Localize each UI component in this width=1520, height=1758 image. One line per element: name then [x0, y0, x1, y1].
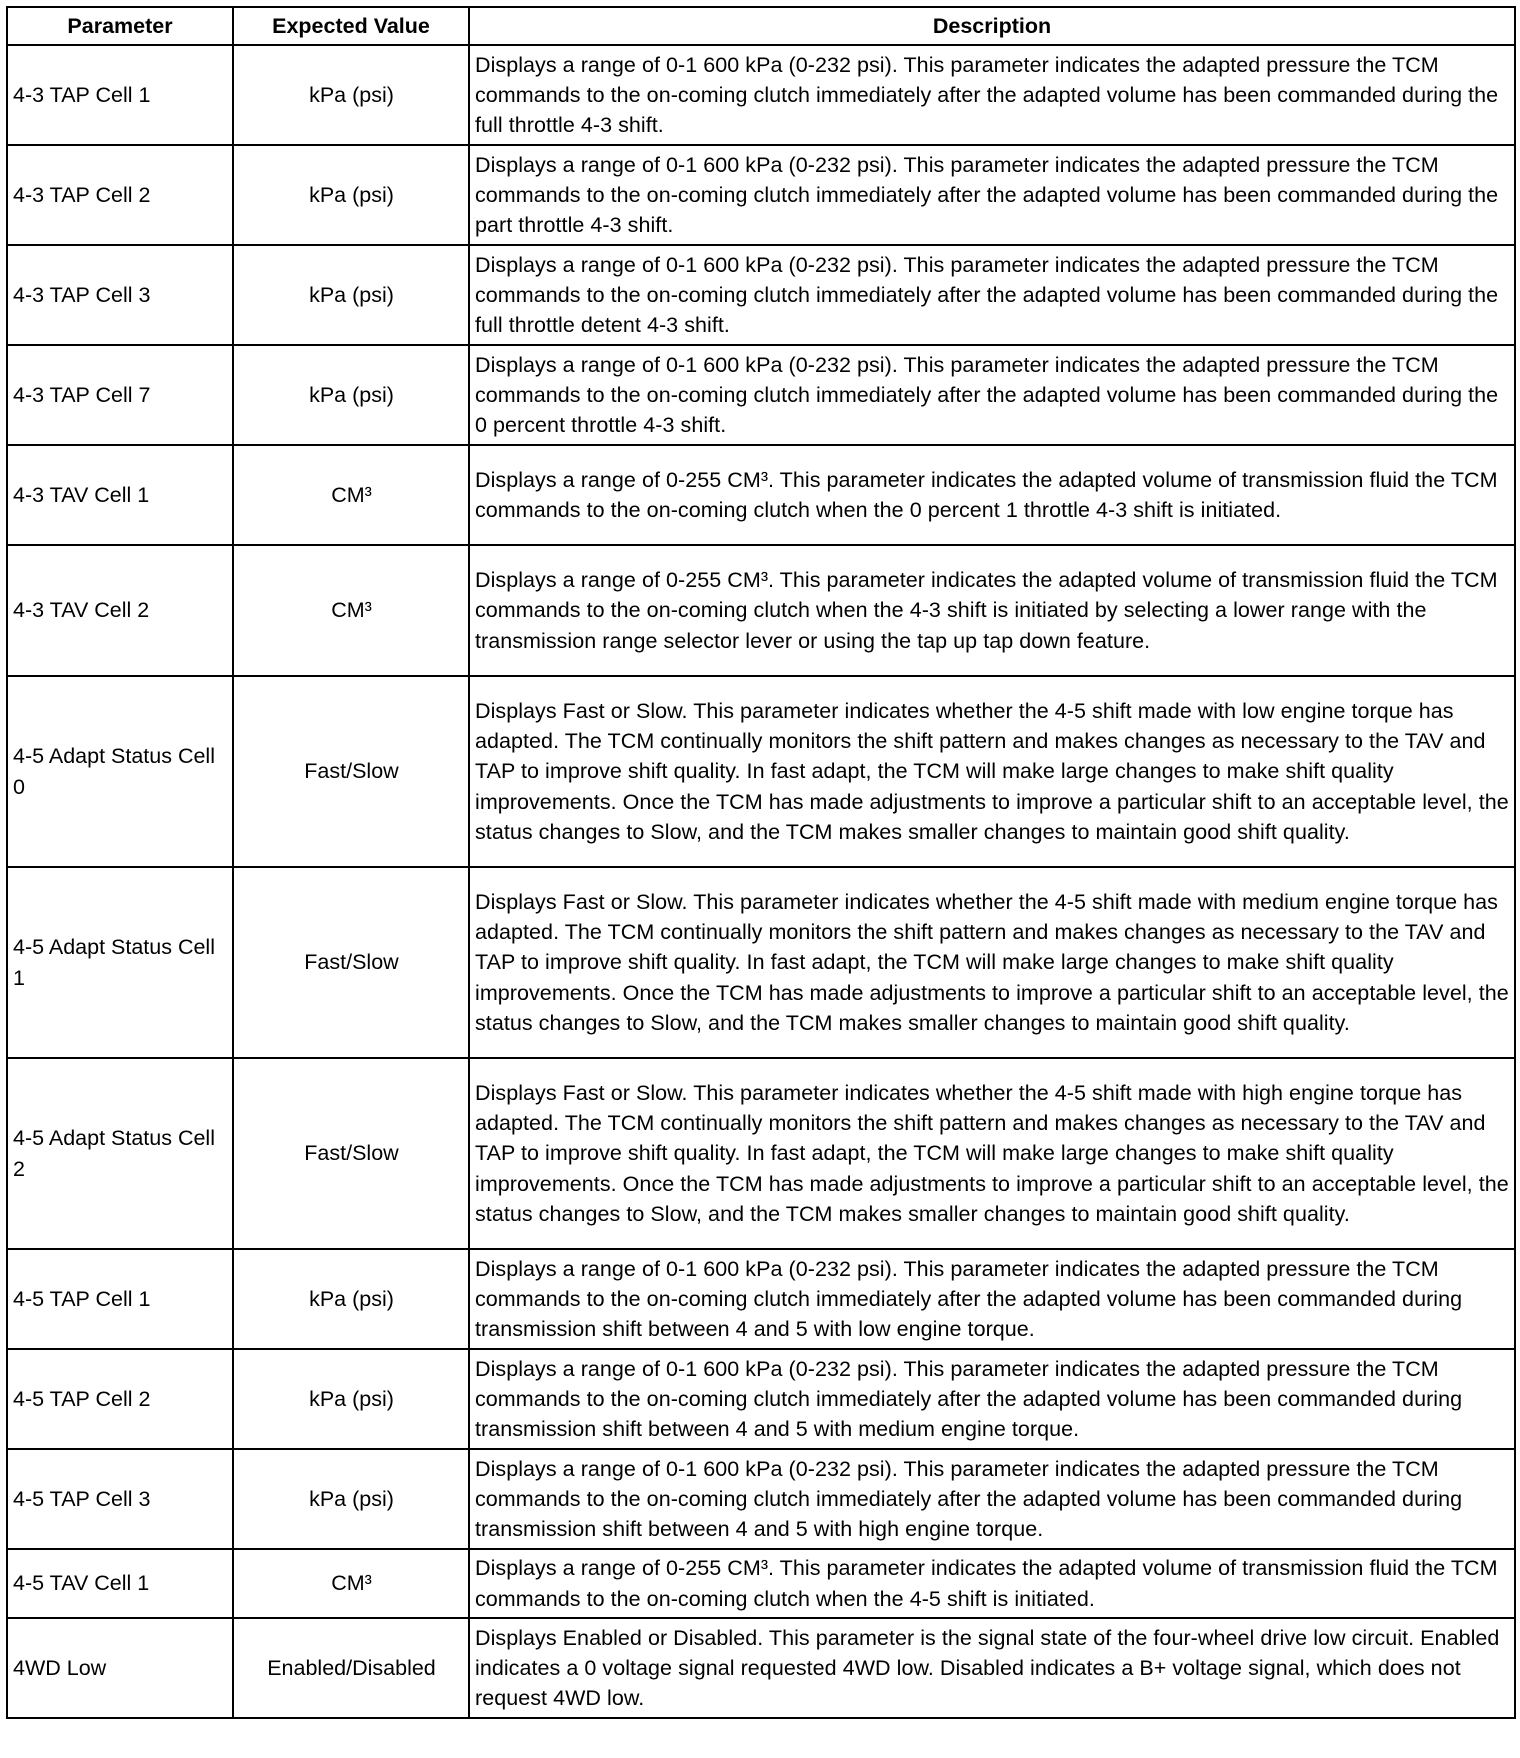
header-row	[7, 7, 1515, 45]
expected-value-cell: CM³	[233, 545, 469, 676]
parameter-cell: 4-3 TAV Cell 1	[7, 445, 233, 545]
description-cell: Displays a range of 0-255 CM³. This parameter indicates the adapted volume of transmission fluid the TCM commands to the on-coming clutch when the 0 percent 1 throttle 4-3 shift is initiated.	[469, 445, 1515, 545]
description-cell: Displays a range of 0-255 CM³. This parameter indicates the adapted volume of transmission fluid the TCM commands to the on-coming clutch when the 4-5 shift is initiated.	[469, 1549, 1515, 1618]
parameter-cell: 4-3 TAP Cell 7	[7, 345, 233, 445]
table-row	[7, 867, 1515, 1058]
header-description: Description	[469, 7, 1515, 45]
parameter-cell: 4-5 TAP Cell 3	[7, 1449, 233, 1549]
expected-value-cell: kPa (psi)	[233, 245, 469, 345]
parameter-table	[6, 6, 1516, 1719]
description-cell: Displays Fast or Slow. This parameter indicates whether the 4-5 shift made with high engine torque has adapted. The TCM continually monitors the shift pattern and makes changes as necessary to the TAV and TAP to improve shift quality. In fast adapt, the TCM will make large changes to make shift quality improvements. Once the TCM has made adjustments to improve a particular shift to an acceptable level, the status changes to Slow, and the TCM makes smaller changes to maintain good shift quality.	[469, 1058, 1515, 1249]
header-expected-value: Expected Value	[233, 7, 469, 45]
table-row	[7, 1058, 1515, 1249]
parameter-cell: 4-3 TAP Cell 1	[7, 45, 233, 145]
table-row	[7, 545, 1515, 676]
description-cell: Displays a range of 0-1 600 kPa (0-232 psi). This parameter indicates the adapted pressure the TCM commands to the on-coming clutch immediately after the adapted volume has been commanded during the 0 percent throttle 4-3 shift.	[469, 345, 1515, 445]
table-row	[7, 1449, 1515, 1549]
expected-value-cell: kPa (psi)	[233, 45, 469, 145]
description-cell: Displays a range of 0-1 600 kPa (0-232 psi). This parameter indicates the adapted pressure the TCM commands to the on-coming clutch immediately after the adapted volume has been commanded during the part throttle 4-3 shift.	[469, 145, 1515, 245]
expected-value-cell: CM³	[233, 1549, 469, 1618]
header-parameter: Parameter	[7, 7, 233, 45]
table-row	[7, 1249, 1515, 1349]
description-cell: Displays a range of 0-1 600 kPa (0-232 psi). This parameter indicates the adapted pressure the TCM commands to the on-coming clutch immediately after the adapted volume has been commanded during transmission shift between 4 and 5 with high engine torque.	[469, 1449, 1515, 1549]
parameter-cell: 4-5 Adapt Status Cell 1	[7, 867, 233, 1058]
parameter-cell: 4-5 TAP Cell 2	[7, 1349, 233, 1449]
description-cell: Displays Fast or Slow. This parameter indicates whether the 4-5 shift made with medium engine torque has adapted. The TCM continually monitors the shift pattern and makes changes as necessary to the TAV and TAP to improve shift quality. In fast adapt, the TCM will make large changes to make shift quality improvements. Once the TCM has made adjustments to improve a particular shift to an acceptable level, the status changes to Slow, and the TCM makes smaller changes to maintain good shift quality.	[469, 867, 1515, 1058]
expected-value-cell: CM³	[233, 445, 469, 545]
description-cell: Displays a range of 0-1 600 kPa (0-232 psi). This parameter indicates the adapted pressure the TCM commands to the on-coming clutch immediately after the adapted volume has been commanded during the full throttle detent 4-3 shift.	[469, 245, 1515, 345]
expected-value-cell: Fast/Slow	[233, 867, 469, 1058]
parameter-cell: 4WD Low	[7, 1618, 233, 1718]
expected-value-cell: kPa (psi)	[233, 1349, 469, 1449]
parameter-cell: 4-3 TAP Cell 2	[7, 145, 233, 245]
table-row	[7, 676, 1515, 867]
description-cell: Displays Enabled or Disabled. This parameter is the signal state of the four-wheel drive low circuit. Enabled indicates a 0 voltage signal requested 4WD low. Disabled indicates a B+ voltage signal, which does not request 4WD low.	[469, 1618, 1515, 1718]
table-row	[7, 1618, 1515, 1718]
expected-value-cell: Fast/Slow	[233, 676, 469, 867]
parameter-cell: 4-5 TAP Cell 1	[7, 1249, 233, 1349]
parameter-cell: 4-5 TAV Cell 1	[7, 1549, 233, 1618]
table-row	[7, 245, 1515, 345]
table-row	[7, 45, 1515, 145]
description-cell: Displays a range of 0-1 600 kPa (0-232 psi). This parameter indicates the adapted pressure the TCM commands to the on-coming clutch immediately after the adapted volume has been commanded during transmission shift between 4 and 5 with low engine torque.	[469, 1249, 1515, 1349]
expected-value-cell: kPa (psi)	[233, 1249, 469, 1349]
parameter-cell: 4-3 TAP Cell 3	[7, 245, 233, 345]
parameter-cell: 4-5 Adapt Status Cell 0	[7, 676, 233, 867]
description-cell: Displays a range of 0-255 CM³. This parameter indicates the adapted volume of transmission fluid the TCM commands to the on-coming clutch when the 4-3 shift is initiated by selecting a lower range with the transmission range selector lever or using the tap up tap down feature.	[469, 545, 1515, 676]
expected-value-cell: kPa (psi)	[233, 1449, 469, 1549]
parameter-cell: 4-5 Adapt Status Cell 2	[7, 1058, 233, 1249]
description-cell: Displays Fast or Slow. This parameter indicates whether the 4-5 shift made with low engine torque has adapted. The TCM continually monitors the shift pattern and makes changes as necessary to the TAV and TAP to improve shift quality. In fast adapt, the TCM will make large changes to make shift quality improvements. Once the TCM has made adjustments to improve a particular shift to an acceptable level, the status changes to Slow, and the TCM makes smaller changes to maintain good shift quality.	[469, 676, 1515, 867]
expected-value-cell: Enabled/Disabled	[233, 1618, 469, 1718]
expected-value-cell: Fast/Slow	[233, 1058, 469, 1249]
description-cell: Displays a range of 0-1 600 kPa (0-232 psi). This parameter indicates the adapted pressure the TCM commands to the on-coming clutch immediately after the adapted volume has been commanded during the full throttle 4-3 shift.	[469, 45, 1515, 145]
expected-value-cell: kPa (psi)	[233, 345, 469, 445]
table-row	[7, 1349, 1515, 1449]
expected-value-cell: kPa (psi)	[233, 145, 469, 245]
parameter-cell: 4-3 TAV Cell 2	[7, 545, 233, 676]
table-row	[7, 345, 1515, 445]
table-row	[7, 1549, 1515, 1618]
description-cell: Displays a range of 0-1 600 kPa (0-232 psi). This parameter indicates the adapted pressure the TCM commands to the on-coming clutch immediately after the adapted volume has been commanded during transmission shift between 4 and 5 with medium engine torque.	[469, 1349, 1515, 1449]
table-row	[7, 445, 1515, 545]
table-row	[7, 145, 1515, 245]
